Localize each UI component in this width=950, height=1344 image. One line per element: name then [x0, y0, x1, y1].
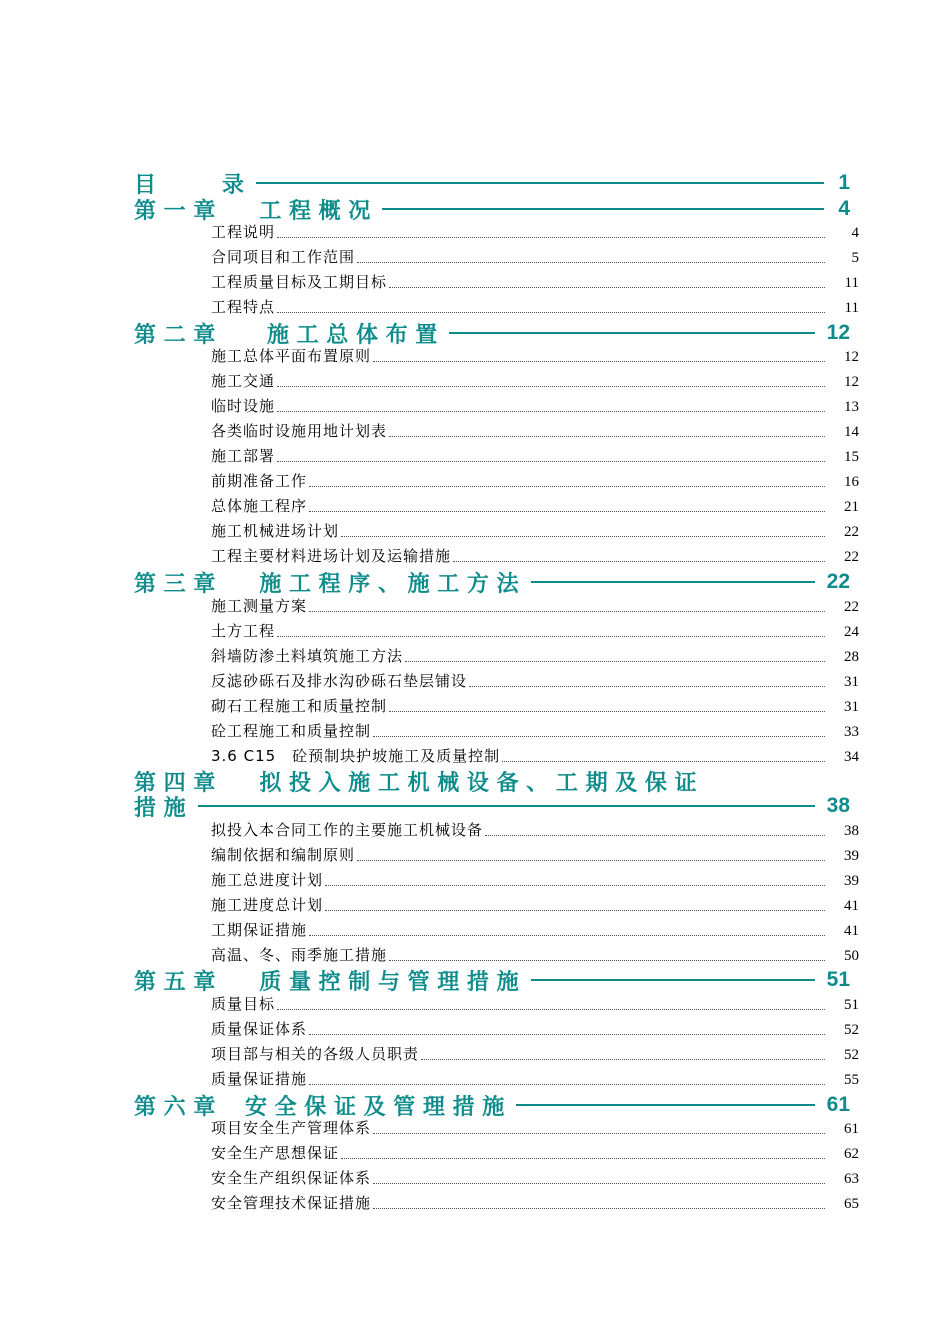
dot-leader: [469, 686, 825, 687]
toc-entry[interactable]: [211, 994, 859, 1014]
entry-text: 合同项目和工作范围: [211, 248, 356, 266]
dot-leader: [485, 835, 825, 836]
dot-leader: [277, 461, 825, 462]
entry-text: 施工部署: [211, 447, 276, 465]
toc-entry[interactable]: [211, 746, 859, 766]
entry-page: 39: [844, 873, 859, 889]
entry-page: 63: [844, 1171, 859, 1187]
toc-entry[interactable]: [211, 1193, 859, 1213]
dot-leader: [341, 536, 825, 537]
chapter-label: 第 二 章 施 工 总 体 布 置: [134, 322, 438, 348]
chapter-label-cont: 措 施: [134, 795, 186, 821]
dot-leader: [277, 1009, 825, 1010]
toc-entry[interactable]: [211, 1044, 859, 1064]
chapter-label: 第 三 章 施 工 程 序 、 施 工 方 法: [134, 571, 519, 597]
entry-page: 55: [844, 1072, 859, 1088]
toc-entry[interactable]: [211, 721, 859, 741]
chapter-page: 12: [826, 321, 850, 344]
toc-entry[interactable]: [211, 671, 859, 691]
chapter-5-heading[interactable]: [134, 967, 850, 993]
chapter-2-heading[interactable]: [134, 320, 850, 346]
dot-leader: [277, 386, 825, 387]
leader-line: [516, 1104, 814, 1106]
leader-line: [449, 332, 814, 334]
toc-entry[interactable]: [211, 521, 859, 541]
entry-text: 砌石工程施工和质量控制: [211, 697, 388, 715]
entry-text: 施工总进度计划: [211, 871, 324, 889]
entry-text: 斜墙防渗土料填筑施工方法: [211, 647, 404, 665]
entry-text: 3.6 C15 砼预制块护坡施工及质量控制: [211, 747, 501, 765]
toc-entry[interactable]: [211, 596, 859, 616]
entry-page: 51: [844, 997, 859, 1013]
toc-title-label: 目 录: [134, 172, 245, 198]
entry-text: 工程主要材料进场计划及运输措施: [211, 547, 452, 565]
entry-page: 11: [844, 275, 859, 291]
toc-entry[interactable]: [211, 546, 859, 566]
entry-text: 质量保证措施: [211, 1070, 308, 1088]
entry-page: 16: [844, 474, 859, 490]
toc-entry[interactable]: [211, 471, 859, 491]
leader-line: [198, 805, 815, 807]
entry-page: 4: [851, 225, 859, 241]
entry-page: 50: [844, 948, 859, 964]
dot-leader: [309, 611, 825, 612]
entry-text: 安全生产思想保证: [211, 1144, 340, 1162]
chapter-label: 第 五 章 质 量 控 制 与 管 理 措 施: [134, 969, 519, 995]
entry-text: 编制依据和编制原则: [211, 846, 356, 864]
toc-entry[interactable]: [211, 272, 859, 292]
entry-text: 质量目标: [211, 995, 276, 1013]
entry-page: 31: [844, 699, 859, 715]
entry-text: 临时设施: [211, 397, 276, 415]
entry-page: 41: [844, 923, 859, 939]
toc-title[interactable]: [134, 170, 850, 196]
toc-entry[interactable]: [211, 421, 859, 441]
dot-leader: [357, 262, 825, 263]
toc-entry[interactable]: [211, 222, 859, 242]
dot-leader: [502, 761, 825, 762]
toc-entry[interactable]: [211, 396, 859, 416]
toc-entry[interactable]: [211, 1168, 859, 1188]
entry-text: 质量保证体系: [211, 1020, 308, 1038]
toc-entry[interactable]: [211, 1069, 859, 1089]
dot-leader: [277, 237, 825, 238]
toc-title-page: 1: [838, 171, 850, 194]
entry-text: 安全生产组织保证体系: [211, 1169, 372, 1187]
dot-leader: [373, 736, 825, 737]
toc-entry[interactable]: [211, 247, 859, 267]
entry-page: 38: [844, 823, 859, 839]
chapter-page: 4: [838, 197, 850, 220]
entry-page: 65: [844, 1196, 859, 1212]
entry-text: 项目部与相关的各级人员职责: [211, 1045, 420, 1063]
entry-text: 工程质量目标及工期目标: [211, 273, 388, 291]
leader-line: [382, 208, 824, 210]
chapter-page: 22: [826, 570, 850, 593]
dot-leader: [453, 561, 825, 562]
toc-entry[interactable]: [211, 346, 859, 366]
chapter-1-heading[interactable]: [134, 196, 850, 222]
dot-leader: [373, 361, 825, 362]
entry-text: 拟投入本合同工作的主要施工机械设备: [211, 821, 484, 839]
toc-entry[interactable]: [211, 621, 859, 641]
chapter-3-heading[interactable]: [134, 569, 850, 595]
entry-text: 反滤砂砾石及排水沟砂砾石垫层铺设: [211, 672, 468, 690]
entry-text: 项目安全生产管理体系: [211, 1119, 372, 1137]
entry-text: 工期保证措施: [211, 921, 308, 939]
toc-entry[interactable]: [211, 870, 859, 890]
toc-entry[interactable]: [211, 1143, 859, 1163]
dot-leader: [373, 1133, 825, 1134]
dot-leader: [389, 287, 825, 288]
entry-page: 21: [844, 499, 859, 515]
entry-page: 52: [844, 1022, 859, 1038]
entry-text: 安全管理技术保证措施: [211, 1194, 372, 1212]
dot-leader: [277, 636, 825, 637]
entry-page: 14: [844, 424, 859, 440]
entry-page: 15: [844, 449, 859, 465]
entry-page: 34: [844, 749, 859, 765]
dot-leader: [309, 1084, 825, 1085]
dot-leader: [309, 935, 825, 936]
entry-text: 施工测量方案: [211, 597, 308, 615]
entry-page: 13: [844, 399, 859, 415]
toc-entry[interactable]: [211, 696, 859, 716]
dot-leader: [309, 486, 825, 487]
entry-page: 31: [844, 674, 859, 690]
entry-page: 39: [844, 848, 859, 864]
leader-line: [531, 581, 815, 583]
entry-text: 前期准备工作: [211, 472, 308, 490]
entry-text: 施工机械进场计划: [211, 522, 340, 540]
dot-leader: [277, 312, 825, 313]
leader-line: [531, 979, 815, 981]
dot-leader: [341, 1158, 825, 1159]
entry-text: 土方工程: [211, 622, 276, 640]
entry-text: 施工交通: [211, 372, 276, 390]
toc-entry[interactable]: [211, 945, 859, 965]
dot-leader: [277, 411, 825, 412]
toc-entry[interactable]: [211, 297, 859, 317]
entry-text: 砼工程施工和质量控制: [211, 722, 372, 740]
dot-leader: [325, 910, 825, 911]
entry-page: 24: [844, 624, 859, 640]
entry-text: 总体施工程序: [211, 497, 308, 515]
chapter-page: 61: [826, 1093, 850, 1116]
entry-page: 62: [844, 1146, 859, 1162]
leader-line: [256, 182, 824, 184]
dot-leader: [373, 1183, 825, 1184]
dot-leader: [421, 1059, 825, 1060]
entry-page: 61: [844, 1121, 859, 1137]
toc-entry[interactable]: [211, 371, 859, 391]
entry-text: 施工进度总计划: [211, 896, 324, 914]
chapter-label: 第 四 章 拟 投 入 施 工 机 械 设 备 、 工 期 及 保 证: [134, 770, 697, 796]
entry-page: 12: [844, 374, 859, 390]
entry-text: 各类临时设施用地计划表: [211, 422, 388, 440]
entry-text: 工程说明: [211, 223, 276, 241]
chapter-label: 第 一 章 工 程 概 况: [134, 198, 371, 224]
chapter-6-heading[interactable]: [134, 1092, 850, 1118]
dot-leader: [373, 1208, 825, 1209]
dot-leader: [405, 661, 825, 662]
chapter-4-heading-cont[interactable]: [134, 793, 850, 819]
toc-entry[interactable]: [211, 895, 859, 915]
toc-entry[interactable]: [211, 845, 859, 865]
dot-leader: [389, 960, 825, 961]
dot-leader: [309, 511, 825, 512]
chapter-page: 38: [826, 794, 850, 817]
dot-leader: [309, 1034, 825, 1035]
toc-entry[interactable]: [211, 1118, 859, 1138]
toc-entry[interactable]: [211, 920, 859, 940]
entry-page: 22: [844, 599, 859, 615]
entry-page: 22: [844, 549, 859, 565]
chapter-label: 第 六 章 安 全 保 证 及 管 理 措 施: [134, 1094, 505, 1120]
chapter-page: 51: [826, 968, 850, 991]
toc-entry[interactable]: [211, 1019, 859, 1039]
dot-leader: [325, 885, 825, 886]
entry-page: 5: [851, 250, 859, 266]
chapter-4-heading[interactable]: [134, 768, 850, 794]
entry-page: 22: [844, 524, 859, 540]
entry-text: 施工总体平面布置原则: [211, 347, 372, 365]
entry-text: 工程特点: [211, 298, 276, 316]
entry-page: 33: [844, 724, 859, 740]
entry-text: 高温、冬、雨季施工措施: [211, 946, 388, 964]
dot-leader: [389, 436, 825, 437]
dot-leader: [389, 711, 825, 712]
toc-entry[interactable]: [211, 496, 859, 516]
entry-page: 52: [844, 1047, 859, 1063]
dot-leader: [357, 860, 825, 861]
entry-page: 12: [844, 349, 859, 365]
toc-entry[interactable]: [211, 446, 859, 466]
toc-entry[interactable]: [211, 820, 859, 840]
toc-entry[interactable]: [211, 646, 859, 666]
entry-page: 41: [844, 898, 859, 914]
entry-page: 28: [844, 649, 859, 665]
entry-page: 11: [844, 300, 859, 316]
